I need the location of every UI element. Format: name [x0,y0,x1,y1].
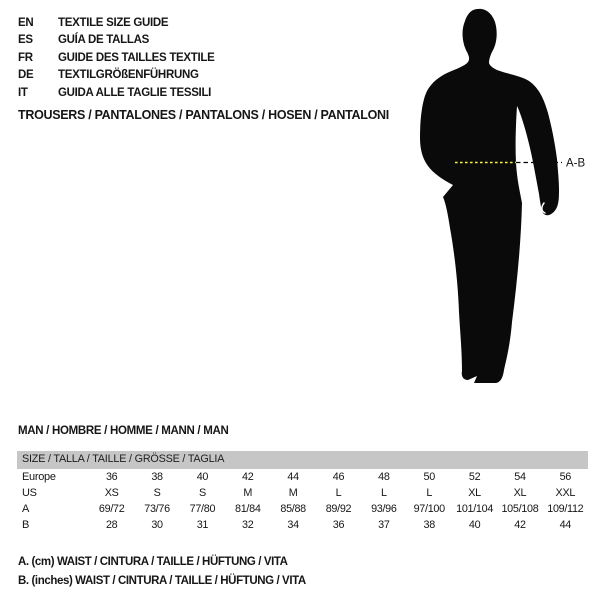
note-b-inches: B. (inches) WAIST / CINTURA / TAILLE / HÜFTUNG / VITA [18,575,306,587]
table-cell: 30 [151,518,163,531]
table-cell: 89/92 [325,502,352,515]
table-cell: 48 [378,470,390,483]
table-cell: XS [104,486,119,499]
table-cell: 42 [514,518,526,531]
lang-title: GUIDA ALLE TAGLIE TESSILI [58,86,212,99]
lang-title: TEXTILGRÖßENFÜHRUNG [58,69,199,82]
table-cell: 37 [378,518,390,531]
size-table-body [17,469,588,533]
table-cell: 42 [242,470,254,483]
table-cell: L [335,486,342,499]
man-silhouette-shape [420,9,559,383]
table-cell: M [288,486,298,499]
table-cell: 36 [105,470,118,483]
table-row [17,501,588,517]
table-cell: 28 [105,518,118,531]
table-cell: 69/72 [98,502,125,515]
gender-title: MAN / HOMBRE / HOMME / MANN / MAN [18,425,229,437]
table-cell: 101/104 [456,502,494,515]
table-cell: XL [468,486,481,499]
table-cell: 54 [514,470,526,483]
row-label: B [22,518,30,531]
lang-title: GUIDE DES TAILLES TEXTILE [58,51,215,64]
table-cell: 38 [423,518,435,531]
table-row [17,469,588,485]
measurement-notes [18,553,306,591]
lang-code: IT [18,86,28,99]
table-row [17,485,588,501]
table-cell: 40 [468,518,481,531]
table-cell: 105/108 [501,502,539,515]
measure-label-a-b: A-B [566,157,586,170]
table-cell: 97/100 [413,502,445,515]
table-cell: 73/76 [144,502,170,515]
table-cell: XXL [555,486,576,499]
table-cell: 46 [332,470,345,483]
lang-code: FR [18,51,33,64]
table-cell: S [198,486,206,499]
row-label: US [22,486,37,499]
size-table [17,451,588,533]
lang-row-fr [18,49,215,67]
man-silhouette-figure [390,0,600,410]
table-cell: XL [513,486,527,499]
table-cell: L [426,486,433,499]
lang-code: EN [18,16,34,29]
lang-row-de [18,67,215,85]
lang-code: DE [18,69,34,82]
lang-row-en [18,14,215,32]
row-label: A [22,502,30,515]
table-cell: 36 [332,518,345,531]
table-row [17,517,588,533]
table-cell: 31 [196,518,209,531]
table-cell: 44 [287,470,299,483]
table-cell: 38 [151,470,163,483]
note-a-cm: A. (cm) WAIST / CINTURA / TAILLE / HÜFTUNG / VITA [18,556,288,568]
table-cell: 44 [559,518,572,531]
table-cell: 40 [196,470,209,483]
table-cell: S [153,486,161,499]
table-cell: 85/88 [280,502,306,515]
lang-title: GUÍA DE TALLAS [58,34,149,47]
table-cell: 81/84 [235,502,261,515]
table-cell: 34 [287,518,299,531]
table-cell: 32 [242,518,254,531]
table-cell: 56 [559,470,572,483]
row-label: Europe [22,470,56,483]
table-cell: L [380,486,387,499]
table-cell: 50 [423,470,435,483]
category-title: TROUSERS / PANTALONES / PANTALONS / HOSEN / PANTALONI [18,108,389,122]
lang-row-it [18,84,215,102]
table-cell: 109/112 [547,502,584,515]
table-cell: 52 [468,470,481,483]
size-table-header: SIZE / TALLA / TAILLE / GRÖSSE / TAGLIA [17,451,588,469]
language-header [18,14,215,102]
lang-row-es [18,32,215,50]
table-cell: M [243,486,253,499]
table-cell: 93/96 [371,502,397,515]
lang-title: TEXTILE SIZE GUIDE [58,16,169,29]
lang-code: ES [18,34,33,47]
table-cell: 77/80 [189,502,216,515]
